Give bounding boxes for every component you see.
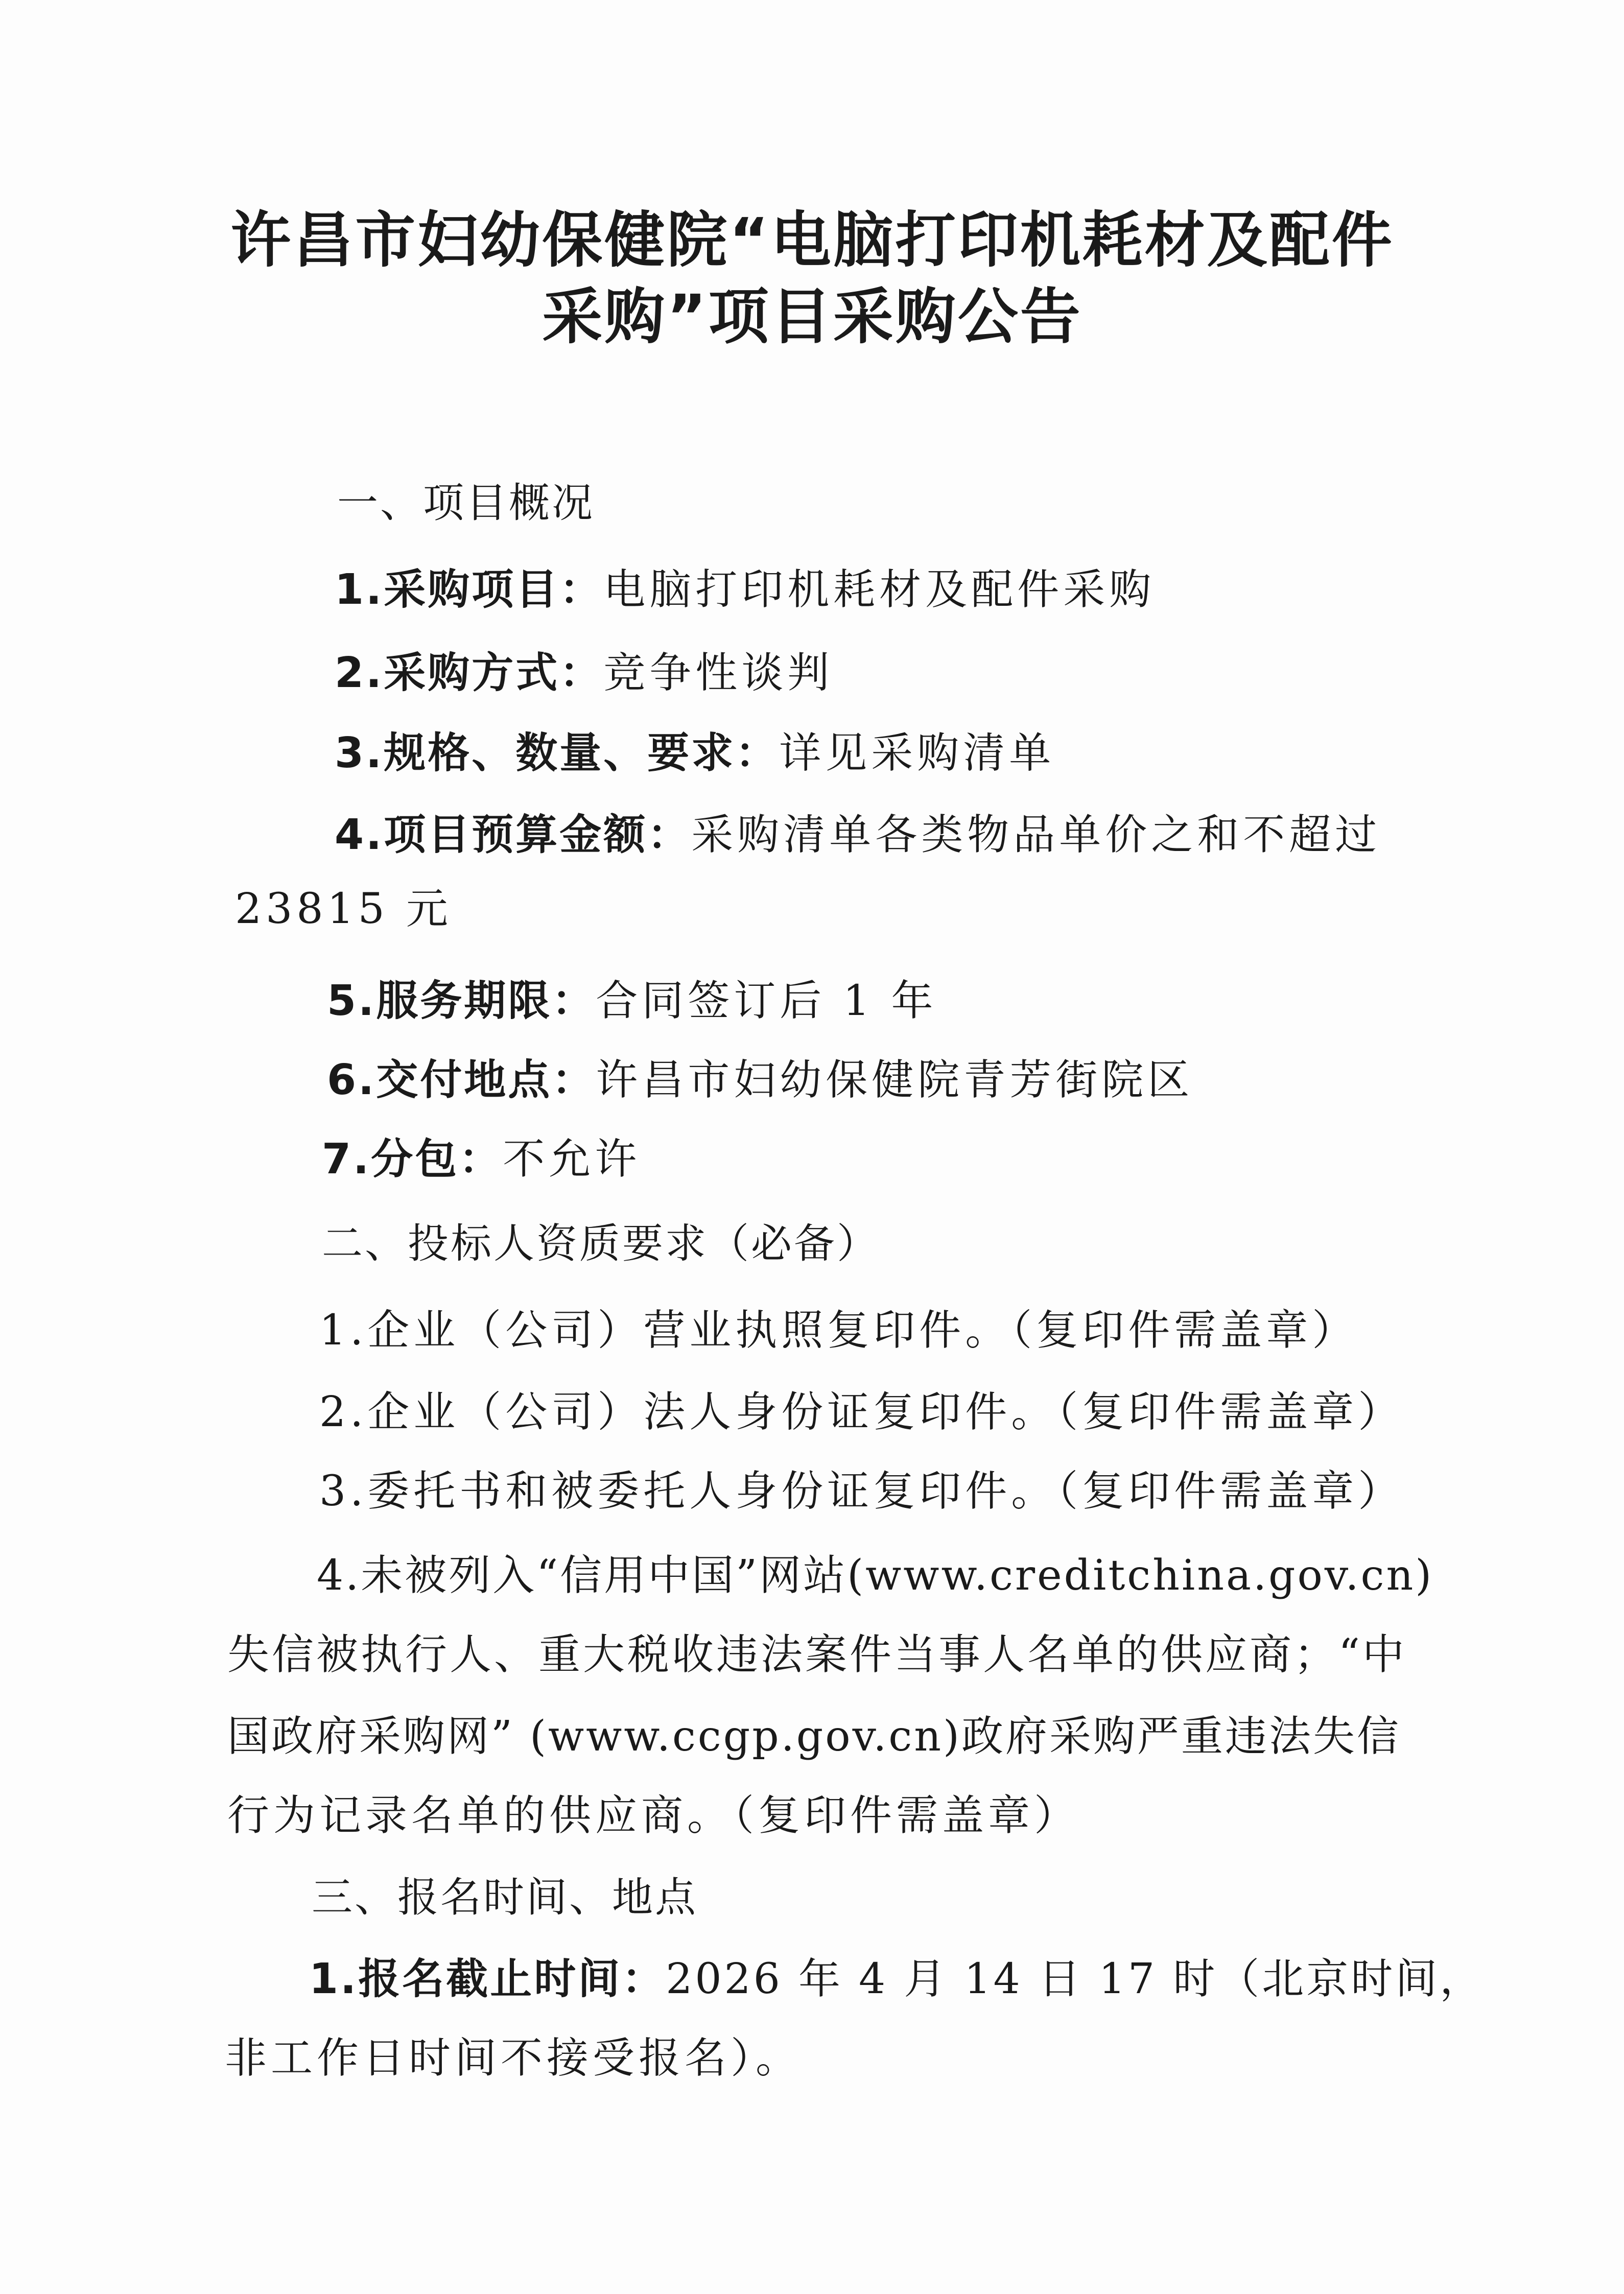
item-service-period [327,976,937,1027]
item-registration-deadline [309,1954,1484,2005]
item-value: 合同签订后 1 年 [596,977,937,1025]
section-2-heading: 二、投标人资质要求（必备） [322,1220,880,1267]
item-label: 5.服务期限： [327,977,596,1025]
item-procurement-project [335,564,1155,616]
item-subcontracting [322,1134,641,1185]
qualification-item-4-line-4: 行为记录名单的供应商。（复印件需盖章） [227,1791,1080,1840]
item-label: 4.项目预算金额： [335,811,692,859]
item-label: 6.交付地点： [327,1056,596,1104]
item-label: 7.分包： [322,1135,503,1184]
item-value: 许昌市妇幼保健院青芳街院区 [596,1056,1194,1104]
item-value: 竞争性谈判 [603,649,834,697]
section-3-heading: 三、报名时间、地点 [312,1874,698,1921]
item-value: 不允许 [503,1135,641,1184]
qualification-item-1: 1.企业（公司）营业执照复印件。（复印件需盖章） [319,1306,1358,1355]
document-title-line-1: 许昌市妇幼保健院“电脑打印机耗材及配件 [230,205,1394,275]
item-procurement-method [335,648,833,699]
qualification-item-3: 3.委托书和被委托人身份证复印件。（复印件需盖章） [319,1467,1404,1516]
item-budget-amount-continued: 23815 元 [235,885,452,933]
item-value: 2026 年 4 月 14 日 17 时（北京时间， [666,1955,1485,2003]
qualification-item-4-line-1: 4.未被列入“信用中国”网站(www.creditchina.gov.cn) [317,1551,1434,1600]
item-label: 1.报名截止时间： [309,1955,666,2003]
item-label: 2.采购方式： [335,649,604,697]
item-spec-quantity-requirements [335,728,1055,779]
section-1-heading: 一、项目概况 [337,479,595,527]
qualification-item-2: 2.企业（公司）法人身份证复印件。（复印件需盖章） [319,1388,1404,1436]
item-label: 1.采购项目： [335,565,604,614]
document-title-line-2: 采购”项目采购公告 [542,281,1082,352]
item-value: 电脑打印机耗材及配件采购 [603,565,1156,614]
item-label: 3.规格、数量、要求： [335,729,780,777]
item-budget-amount [335,810,1381,861]
qualification-item-4-line-2: 失信被执行人、重大税收违法案件当事人名单的供应商；“中 [227,1630,1407,1679]
qualification-item-4-line-3: 国政府采购网” (www.ccgp.gov.cn)政府采购严重违法失信 [227,1712,1401,1761]
item-delivery-location [327,1055,1193,1106]
item-registration-deadline-continued: 非工作日时间不接受报名）。 [225,2034,802,2083]
item-value: 详见采购清单 [779,729,1055,777]
item-value: 采购清单各类物品单价之和不超过 [691,811,1381,859]
